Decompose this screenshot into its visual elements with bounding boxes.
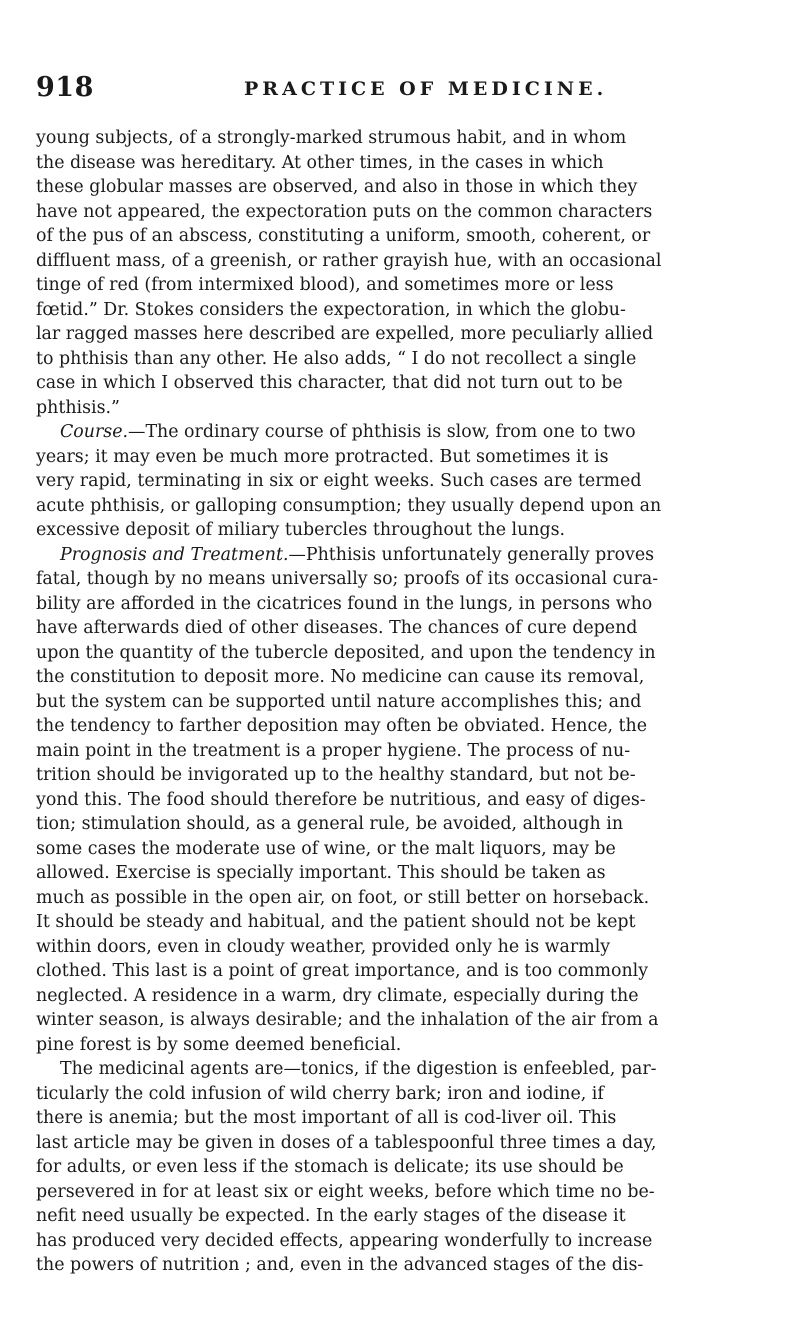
text-line: there is anemia; but the most important of all is cod-liver oil. This bbox=[36, 1108, 617, 1128]
text-line: have afterwards died of other diseases. The chances of cure depend bbox=[36, 618, 638, 638]
paragraph-prognosis bbox=[36, 543, 768, 1058]
section-heading-prognosis: Prognosis and Treatment. bbox=[60, 544, 289, 565]
paragraph-course bbox=[36, 420, 768, 543]
text-line: excessive deposit of miliary tubercles throughout the lungs. bbox=[36, 520, 566, 540]
section-heading-course: Course. bbox=[60, 422, 129, 442]
text-line: allowed. Exercise is specially important. This should be taken as bbox=[36, 863, 606, 883]
text-line: neglected. A residence in a warm, dry climate, especially during the bbox=[36, 985, 639, 1006]
text-line: acute phthisis, or galloping consumption; they usually depend upon an bbox=[36, 495, 662, 516]
text-line: lar ragged masses here described are expelled, more peculiarly allied bbox=[36, 324, 654, 344]
text-line: case in which I observed this character, that did not turn out to be bbox=[36, 373, 623, 393]
page-header bbox=[36, 72, 768, 112]
text-line: has produced very decided effects, appearing wonderfully to increase bbox=[36, 1230, 653, 1251]
text-line: the disease was hereditary. At other times, in the cases in which bbox=[36, 152, 604, 173]
page-number: 918 bbox=[36, 72, 94, 103]
text-line: fatal, though by no means universally so; proofs of its occasional cura- bbox=[36, 569, 659, 589]
text-line: have not appeared, the expectoration puts on the common characters bbox=[36, 201, 653, 222]
text-line: persevered in for at least six or eight weeks, before which time no be- bbox=[36, 1181, 655, 1202]
text-line: for adults, or even less if the stomach is delicate; its use should be bbox=[36, 1157, 624, 1177]
paragraph-medicinal bbox=[36, 1057, 768, 1278]
text-line: nefit need usually be expected. In the early stages of the disease it bbox=[36, 1206, 626, 1226]
text-line: yond this. The food should therefore be nutritious, and easy of diges- bbox=[36, 789, 646, 810]
text-line: trition should be invigorated up to the healthy standard, but not be- bbox=[36, 765, 636, 785]
text-line bbox=[36, 420, 768, 445]
text-line: the powers of nutrition ; and, even in the advanced stages of the dis- bbox=[36, 1255, 644, 1275]
text-line: much as possible in the open air, on foot, or still better on horseback. bbox=[36, 887, 650, 908]
paragraph-1 bbox=[36, 126, 768, 420]
text-run: —The ordinary course of phthisis is slow, from one to two bbox=[128, 422, 636, 442]
text-line: years; it may even be much more protracted. But sometimes it is bbox=[36, 446, 609, 467]
text-line: phthisis.” bbox=[36, 397, 120, 418]
text-line: very rapid, terminating in six or eight weeks. Such cases are termed bbox=[36, 471, 642, 491]
text-line: bility are afforded in the cicatrices found in the lungs, in persons who bbox=[36, 593, 653, 614]
text-line bbox=[36, 543, 768, 568]
text-line: the constitution to deposit more. No medicine can cause its removal, bbox=[36, 667, 645, 687]
text-run: —Phthisis unfortunately generally proves bbox=[288, 544, 655, 565]
text-line: tion; stimulation should, as a general rule, be avoided, although in bbox=[36, 814, 624, 834]
text-line: but the system can be supported until nature accomplishes this; and bbox=[36, 691, 642, 712]
text-line: last article may be given in doses of a tablespoonful three times a day, bbox=[36, 1132, 657, 1153]
text-line: upon the quantity of the tubercle deposited, and upon the tendency in bbox=[36, 642, 656, 663]
text-line: within doors, even in cloudy weather, provided only he is warmly bbox=[36, 936, 611, 957]
body-text bbox=[36, 126, 768, 1278]
text-line: these globular masses are observed, and also in those in which they bbox=[36, 177, 638, 197]
text-line: diffluent mass, of a greenish, or rather grayish hue, with an occasional bbox=[36, 250, 662, 271]
text-line: ticularly the cold infusion of wild cherry bark; iron and iodine, if bbox=[36, 1083, 604, 1104]
text-line: the tendency to farther deposition may often be obviated. Hence, the bbox=[36, 716, 648, 736]
text-line: It should be steady and habitual, and the patient should not be kept bbox=[36, 912, 636, 932]
text-line: pine forest is by some deemed beneficial. bbox=[36, 1034, 402, 1055]
text-line: main point in the treatment is a proper hygiene. The process of nu- bbox=[36, 740, 631, 761]
text-line: tinge of red (from intermixed blood), and sometimes more or less bbox=[36, 275, 614, 295]
text-line: fœtid.” Dr. Stokes considers the expectoration, in which the globu- bbox=[36, 299, 626, 320]
text-line: of the pus of an abscess, constituting a uniform, smooth, coherent, or bbox=[36, 226, 651, 246]
text-line: some cases the moderate use of wine, or the malt liquors, may be bbox=[36, 838, 616, 859]
running-head: PRACTICE OF MEDICINE. bbox=[244, 78, 608, 100]
text-line: clothed. This last is a point of great importance, and is too commonly bbox=[36, 961, 649, 981]
text-line: young subjects, of a strongly-marked strumous habit, and in whom bbox=[36, 128, 627, 148]
text-line: The medicinal agents are—tonics, if the digestion is enfeebled, par- bbox=[60, 1059, 657, 1079]
text-line: to phthisis than any other. He also adds, “ I do not recollect a single bbox=[36, 348, 637, 369]
text-line: winter season, is always desirable; and the inhalation of the air from a bbox=[36, 1010, 659, 1030]
